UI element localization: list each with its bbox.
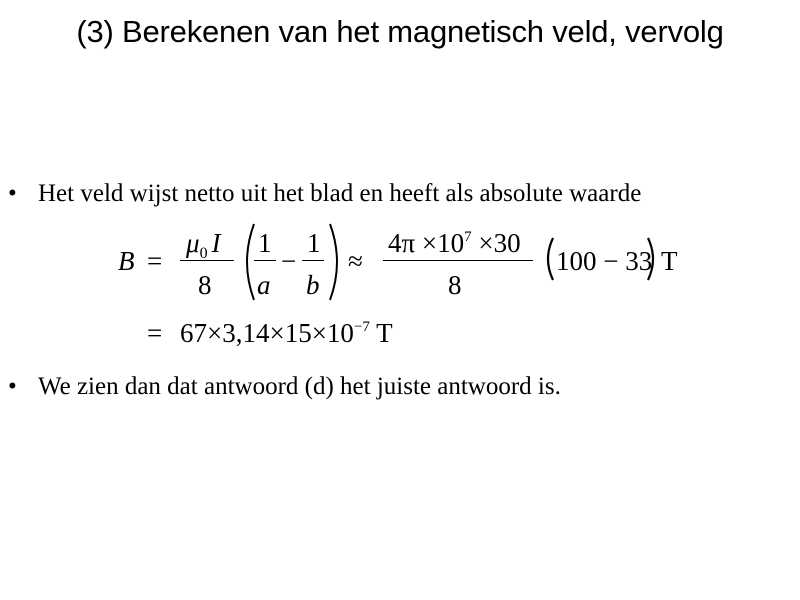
bullet-symbol: • bbox=[8, 180, 17, 207]
left-paren bbox=[238, 222, 258, 302]
one-over-a-numerator: 1 bbox=[258, 228, 272, 258]
left-paren-small bbox=[542, 236, 556, 282]
current-symbol: I bbox=[211, 228, 221, 258]
one-over-b-numerator: 1 bbox=[307, 228, 321, 258]
right-paren bbox=[326, 222, 346, 302]
formula-equals: = bbox=[147, 246, 163, 276]
mu-subscript: 0 bbox=[199, 245, 208, 262]
line2-expression bbox=[180, 320, 393, 347]
bullet-item bbox=[8, 180, 641, 208]
fraction-numerator bbox=[186, 230, 221, 262]
fraction-denominator: 8 bbox=[198, 270, 212, 300]
unit: T bbox=[661, 246, 678, 276]
bullet-symbol: • bbox=[8, 373, 17, 400]
line2-base: 67×3,14×15×10 bbox=[180, 318, 354, 348]
fraction-bar bbox=[180, 260, 234, 261]
line2-unit: T bbox=[369, 318, 393, 348]
num2-exponent: 7 bbox=[464, 229, 472, 245]
second-denominator: 8 bbox=[448, 270, 462, 300]
bullet-text: We zien dan dat antwoord (d) het juiste antwoord is. bbox=[38, 373, 561, 400]
approx-sign: ≈ bbox=[348, 246, 363, 276]
fraction-bar bbox=[383, 260, 533, 261]
line2-exponent: −7 bbox=[353, 319, 370, 335]
second-numerator bbox=[388, 230, 521, 257]
right-paren-small bbox=[645, 236, 659, 282]
slide-title: (3) Berekenen van het magnetisch veld, vervolg bbox=[76, 14, 724, 49]
one-over-b-denominator: b bbox=[306, 270, 320, 300]
num2-tail: ×30 bbox=[471, 228, 521, 258]
fraction-bar bbox=[254, 260, 276, 261]
minus-sign: − bbox=[281, 246, 297, 276]
formula-lhs: B bbox=[118, 246, 135, 276]
bullet-item bbox=[8, 373, 561, 401]
line2-equals: = bbox=[147, 318, 163, 348]
num2-base: 4π ×10 bbox=[388, 228, 465, 258]
mu-symbol: μ bbox=[186, 228, 200, 258]
paren-content: 100 − 33 bbox=[556, 246, 653, 276]
one-over-a-denominator: a bbox=[257, 270, 271, 300]
bullet-text: Het veld wijst netto uit het blad en heeft als absolute waarde bbox=[38, 180, 642, 207]
fraction-bar bbox=[302, 260, 324, 261]
